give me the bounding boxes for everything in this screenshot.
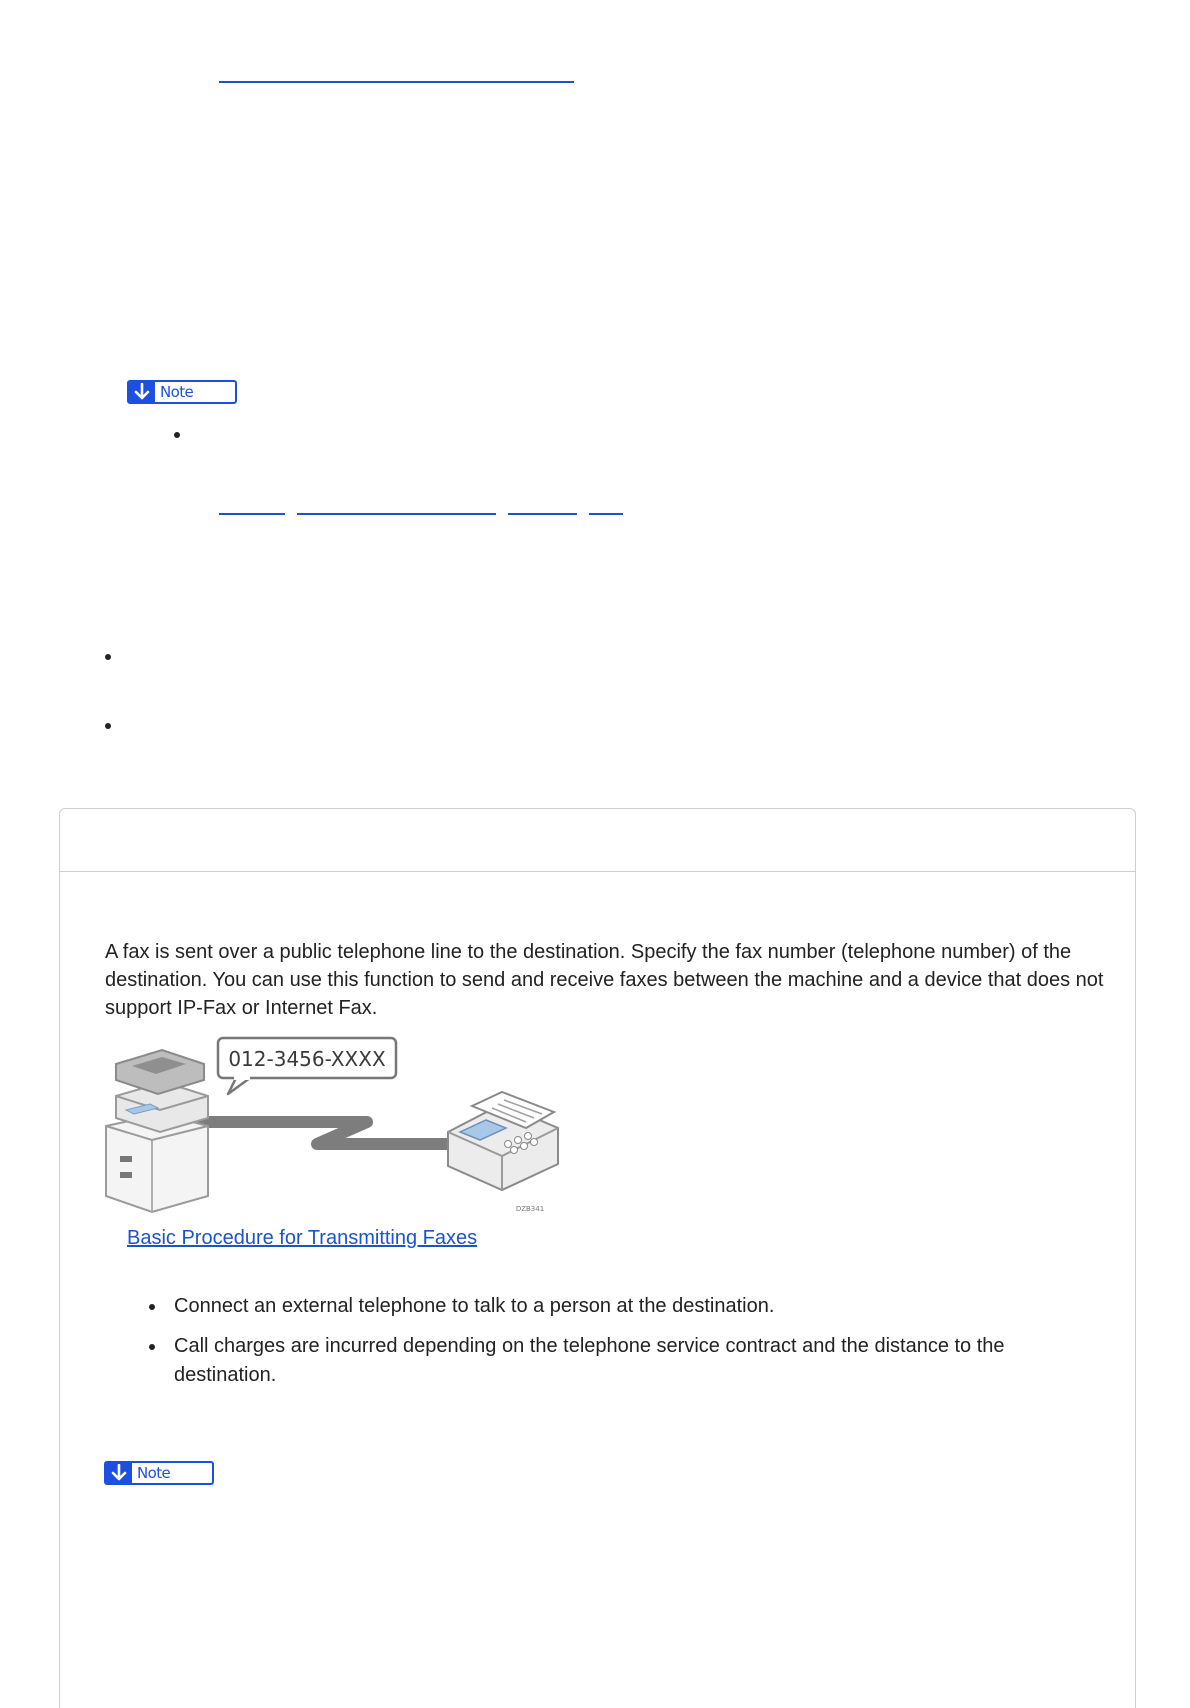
note-badge-section (104, 1461, 214, 1485)
top-link-underline[interactable] (219, 81, 574, 83)
telephone-line (194, 1122, 450, 1144)
figure-code: DZB341 (515, 1205, 545, 1213)
number-callout (218, 1038, 396, 1094)
note-label: Note (160, 383, 194, 401)
printer-icon (106, 1050, 208, 1212)
list-item: Call charges are incurred depending on the telephone service contract and the distance to the destination. (158, 1332, 1088, 1390)
note-badge-top (127, 380, 237, 404)
callout-number: 012-3456-XXXX (228, 1047, 386, 1071)
list-bullet (105, 654, 111, 660)
panel-divider (60, 871, 1135, 872)
basic-procedure-link[interactable]: Basic Procedure for Transmitting Faxes (127, 1227, 478, 1249)
list-item: Connect an external telephone to talk to a person at the destination. (158, 1292, 1088, 1321)
link-underline-1[interactable] (219, 513, 285, 515)
section-paragraph: A fax is sent over a public telephone line to the destination. Specify the fax number (telephone number) of the destination. You can use this function to send and receive faxes between the machine and a device that does not support IP-Fax or Internet Fax. (105, 941, 1104, 1019)
down-arrow-icon (106, 1463, 132, 1483)
link-underline-2[interactable] (297, 513, 496, 515)
note-bullet (174, 432, 180, 438)
link-underline-4[interactable] (589, 513, 623, 515)
fax-machine-icon (448, 1092, 558, 1190)
list-bullet (105, 723, 111, 729)
note-label: Note (137, 1464, 171, 1482)
section-bullet-list (158, 1292, 1088, 1390)
fax-illustration (102, 1036, 562, 1216)
link-underline-3[interactable] (508, 513, 577, 515)
down-arrow-icon (129, 382, 155, 402)
